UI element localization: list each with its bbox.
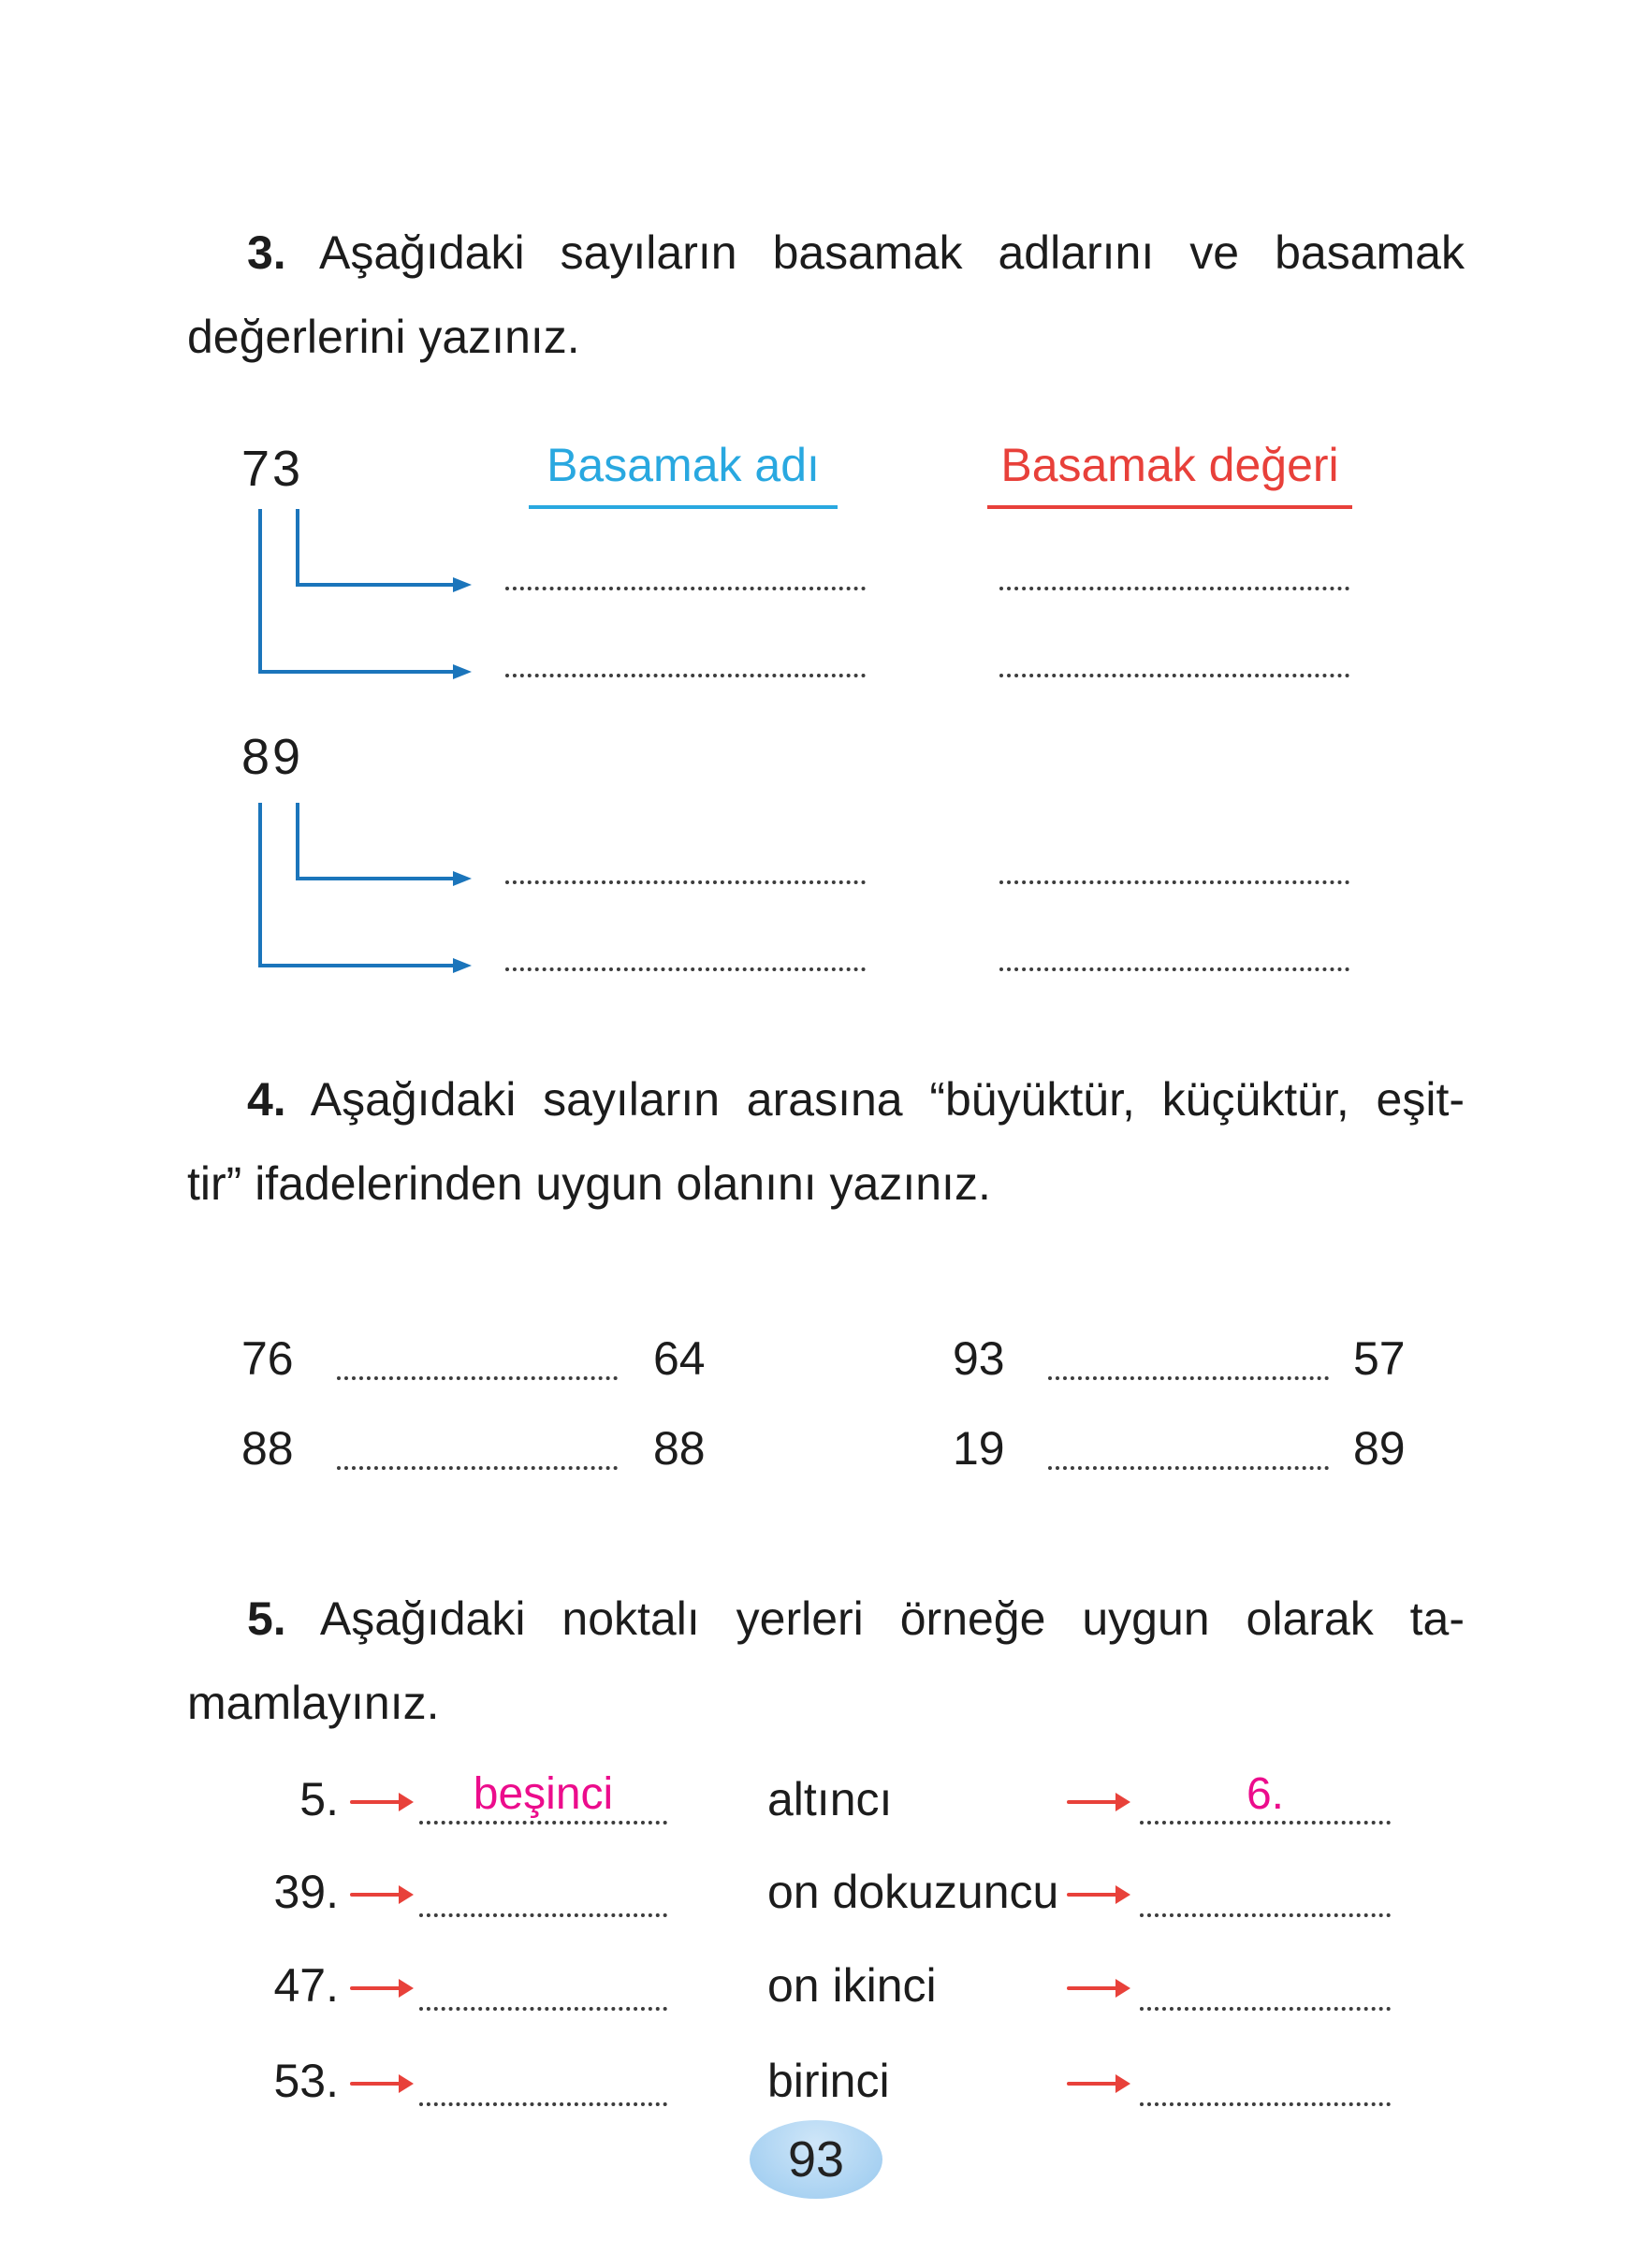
instruction-line xyxy=(187,211,1465,295)
branch-arrows-icon xyxy=(256,507,481,690)
answer-blank xyxy=(337,1466,618,1470)
instruction-line xyxy=(187,1057,1465,1141)
place-value-number: 73 xyxy=(241,441,304,497)
answer-blank xyxy=(419,1821,667,1825)
instruction-line xyxy=(187,1577,1465,1661)
exercise-number: 3. xyxy=(247,226,286,279)
compare-number: 89 xyxy=(1353,1422,1406,1475)
right-arrow-icon xyxy=(350,1893,401,1897)
answer-blank xyxy=(419,2102,667,2106)
right-arrow-icon xyxy=(1067,1986,1117,1990)
ordinal-word: altıncı xyxy=(767,1773,893,1825)
exercise-number: 5. xyxy=(247,1592,286,1645)
right-arrow-icon xyxy=(1067,1800,1117,1804)
instruction-line: mamlayınız. xyxy=(187,1677,440,1729)
ordinal-row xyxy=(0,1769,1633,1838)
compare-number: 93 xyxy=(953,1332,1005,1385)
right-arrow-icon xyxy=(350,2082,401,2086)
compare-number: 57 xyxy=(1353,1332,1406,1385)
place-value-number: 89 xyxy=(241,729,304,785)
right-arrow-icon xyxy=(350,1800,401,1804)
example-answer: 6. xyxy=(1246,1769,1285,1819)
answer-blank xyxy=(419,1913,667,1917)
answer-blank xyxy=(505,880,866,884)
answer-blank xyxy=(505,967,866,971)
comparison-row xyxy=(0,1421,1633,1487)
answer-blank xyxy=(999,880,1349,884)
answer-blank xyxy=(999,967,1349,971)
instruction-text: Aşağıdaki noktalı yerleri örneğe uygun olarak ta- xyxy=(319,1592,1465,1645)
instruction-text: Aşağıdaki sayıların basamak adlarını ve basamak xyxy=(318,226,1465,279)
answer-blank xyxy=(505,674,866,677)
comparison-row xyxy=(0,1331,1633,1397)
page-number-badge xyxy=(750,2120,882,2199)
page-number: 93 xyxy=(787,2131,845,2188)
answer-blank xyxy=(419,2007,667,2011)
ordinal-word: on dokuzuncu xyxy=(767,1866,1059,1918)
ordinal-row xyxy=(0,2054,1633,2119)
answer-blank xyxy=(1048,1376,1329,1380)
compare-number: 19 xyxy=(953,1422,1005,1475)
compare-number: 88 xyxy=(653,1422,706,1475)
ordinal-word: birinci xyxy=(767,2055,890,2107)
exercise5-instruction xyxy=(187,1577,1465,1745)
column-header-basamak-degeri: Basamak değeri xyxy=(987,438,1352,509)
column-header-basamak-adi: Basamak adı xyxy=(529,438,838,509)
answer-blank xyxy=(1140,2102,1391,2106)
answer-blank xyxy=(1048,1466,1329,1470)
answer-blank xyxy=(1140,2007,1391,2011)
right-arrow-icon xyxy=(350,1986,401,1990)
ordinal-number: 5. xyxy=(299,1773,339,1825)
compare-number: 88 xyxy=(241,1422,294,1475)
answer-blank xyxy=(1140,1821,1391,1825)
answer-blank xyxy=(337,1376,618,1380)
ordinal-number: 47. xyxy=(273,1959,339,2012)
ordinal-number: 39. xyxy=(273,1866,339,1918)
instruction-line: tir” ifadelerinden uygun olanını yazınız. xyxy=(187,1157,991,1210)
compare-number: 64 xyxy=(653,1332,706,1385)
ordinal-row xyxy=(0,1865,1633,1930)
example-answer: beşinci xyxy=(473,1769,614,1819)
right-arrow-icon xyxy=(1067,1893,1117,1897)
exercise3-instruction xyxy=(187,211,1465,379)
compare-number: 76 xyxy=(241,1332,294,1385)
answer-blank xyxy=(1140,1913,1391,1917)
ordinal-number: 53. xyxy=(273,2055,339,2107)
ordinal-word: on ikinci xyxy=(767,1959,937,2012)
instruction-text: Aşağıdaki sayıların arasına “büyüktür, küçüktür, eşit- xyxy=(310,1073,1465,1126)
ordinal-row xyxy=(0,1958,1633,2024)
exercise4-instruction xyxy=(187,1057,1465,1226)
exercise-number: 4. xyxy=(247,1073,286,1126)
answer-blank xyxy=(999,674,1349,677)
instruction-line: değerlerini yazınız. xyxy=(187,311,580,363)
answer-blank xyxy=(505,587,866,590)
answer-blank xyxy=(999,587,1349,590)
right-arrow-icon xyxy=(1067,2082,1117,2086)
branch-arrows-icon xyxy=(256,801,481,983)
